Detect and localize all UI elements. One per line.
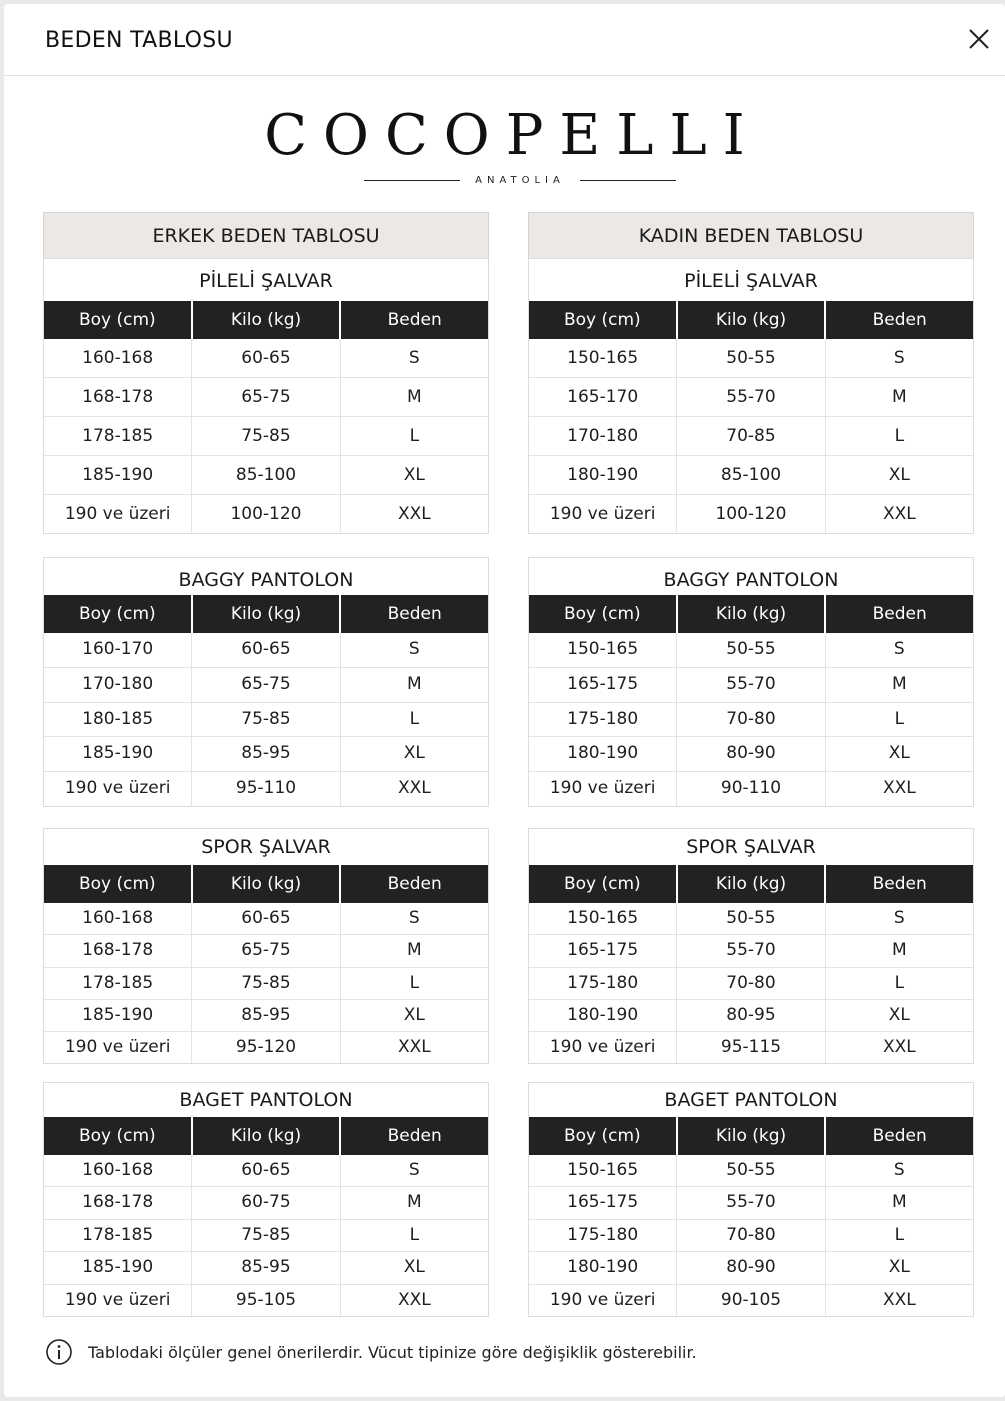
table-cell: L (409, 426, 420, 446)
table-cell: XXL (882, 778, 916, 799)
table-cell: S (893, 639, 905, 659)
table-body (44, 633, 488, 806)
table-cell: XL (888, 1004, 910, 1025)
table-cell: 190 ve üzeri (44, 1032, 192, 1063)
table-cell: 80-95 (677, 1000, 825, 1031)
table-cell: 160-168 (44, 903, 192, 934)
column-header: Kilo (kg) (678, 595, 827, 633)
table-cell: 85-95 (192, 737, 340, 771)
table-row (44, 416, 488, 455)
size-table (528, 1082, 974, 1317)
table-cell: 175-180 (529, 703, 677, 737)
table-row (44, 667, 488, 702)
table-body (44, 339, 488, 533)
table-row (529, 339, 973, 377)
table-cell: 60-65 (192, 339, 340, 377)
table-row (44, 736, 488, 771)
table-row (44, 455, 488, 494)
table-cell: 160-170 (44, 633, 192, 667)
column-header: Kilo (kg) (678, 865, 827, 903)
table-cell: 60-75 (192, 1187, 340, 1218)
table-row (44, 377, 488, 416)
table-cell: 50-55 (677, 633, 825, 667)
table-row (529, 1031, 973, 1063)
size-table (43, 557, 489, 807)
table-row (529, 999, 973, 1031)
table-cell: 55-70 (677, 1187, 825, 1218)
column-header: Boy (cm) (529, 595, 678, 633)
table-cell: 180-185 (44, 703, 192, 737)
table-cell: 185-190 (44, 1252, 192, 1283)
table-title: BAGGY PANTOLON (663, 569, 839, 591)
table-row (44, 494, 488, 533)
table-cell: 190 ve üzeri (44, 1285, 192, 1316)
size-table (43, 828, 489, 1064)
table-cell: 50-55 (677, 1155, 825, 1186)
table-cell: XL (403, 465, 425, 485)
table-cell: 170-180 (44, 668, 192, 702)
table-row (529, 667, 973, 702)
table-row (529, 455, 973, 494)
table-header (529, 595, 973, 633)
table-header (529, 301, 973, 339)
table-cell: 190 ve üzeri (529, 495, 677, 533)
table-row (529, 903, 973, 934)
column-header: Kilo (kg) (678, 1117, 827, 1155)
table-cell: 65-75 (192, 935, 340, 966)
table-row (529, 702, 973, 737)
table-cell: 175-180 (529, 1220, 677, 1251)
column-header: Boy (cm) (529, 1117, 678, 1155)
table-row (44, 771, 488, 806)
table-cell: 55-70 (677, 378, 825, 416)
table-row (44, 1251, 488, 1283)
table-row (529, 633, 973, 667)
table-cell: 168-178 (44, 1187, 192, 1218)
table-cell: 75-85 (192, 1220, 340, 1251)
modal-header (4, 4, 1005, 76)
table-cell: 180-190 (529, 456, 677, 494)
table-cell: S (408, 639, 420, 659)
table-cell: 180-190 (529, 1000, 677, 1031)
size-table (528, 828, 974, 1064)
column-header: Kilo (kg) (193, 1117, 342, 1155)
table-cell: 165-170 (529, 378, 677, 416)
table-row (44, 903, 488, 934)
table-cell: 95-120 (192, 1032, 340, 1063)
table-cell: 95-105 (192, 1285, 340, 1316)
brand-logo (4, 104, 1005, 194)
table-row (44, 1284, 488, 1316)
table-cell: 190 ve üzeri (529, 772, 677, 806)
column-header: Boy (cm) (44, 1117, 193, 1155)
table-body (529, 903, 973, 1063)
table-cell: 85-100 (677, 456, 825, 494)
column-header: Beden (387, 604, 442, 624)
table-cell: 85-95 (192, 1000, 340, 1031)
table-cell: 190 ve üzeri (44, 495, 192, 533)
table-header (44, 1117, 488, 1155)
table-cell: 190 ve üzeri (44, 772, 192, 806)
group-header-men: ERKEK BEDEN TABLOSU (43, 212, 489, 258)
table-row (44, 633, 488, 667)
table-cell: 178-185 (44, 1220, 192, 1251)
table-cell: 178-185 (44, 968, 192, 999)
table-cell: 190 ve üzeri (529, 1285, 677, 1316)
table-cell: 70-80 (677, 703, 825, 737)
table-cell: M (891, 1192, 907, 1213)
column-header: Beden (872, 310, 927, 330)
table-title: BAGGY PANTOLON (178, 569, 354, 591)
brand-subtitle: ANATOLIA (475, 175, 565, 186)
table-cell: 90-105 (677, 1285, 825, 1316)
size-chart-modal (4, 4, 1005, 1397)
table-cell: S (408, 908, 420, 928)
table-cell: 185-190 (44, 737, 192, 771)
table-cell: M (406, 940, 422, 961)
table-cell: XXL (397, 778, 431, 799)
table-row (529, 1284, 973, 1316)
table-title: SPOR ŞALVAR (686, 836, 816, 858)
info-note (45, 1337, 965, 1367)
column-header: Beden (387, 310, 442, 330)
table-cell: 185-190 (44, 1000, 192, 1031)
brand-name: COCOPELLI (264, 103, 761, 168)
table-title: SPOR ŞALVAR (201, 836, 331, 858)
table-cell: 95-115 (677, 1032, 825, 1063)
table-cell: 60-65 (192, 1155, 340, 1186)
table-header (44, 865, 488, 903)
column-header: Boy (cm) (529, 301, 678, 339)
column-header: Beden (387, 874, 442, 894)
table-row (529, 1186, 973, 1218)
column-header: Beden (387, 1126, 442, 1146)
table-body (44, 903, 488, 1063)
table-cell: 55-70 (677, 935, 825, 966)
table-cell: 80-90 (677, 737, 825, 771)
column-header: Kilo (kg) (193, 301, 342, 339)
column-header: Kilo (kg) (678, 301, 827, 339)
table-cell: XL (888, 465, 910, 485)
table-cell: S (408, 348, 420, 368)
table-cell: XL (403, 743, 425, 764)
table-cell: XXL (397, 1037, 431, 1058)
table-cell: XXL (397, 1289, 431, 1310)
table-cell: 168-178 (44, 378, 192, 416)
table-row (44, 1155, 488, 1186)
column-header: Beden (872, 1126, 927, 1146)
table-cell: 175-180 (529, 968, 677, 999)
table-cell: 180-190 (529, 737, 677, 771)
table-cell: 178-185 (44, 417, 192, 455)
table-cell: 80-90 (677, 1252, 825, 1283)
table-row (44, 1186, 488, 1218)
table-row (529, 967, 973, 999)
table-cell: 50-55 (677, 903, 825, 934)
table-cell: 165-175 (529, 935, 677, 966)
size-table (528, 557, 974, 807)
modal-title: BEDEN TABLOSU (45, 28, 233, 53)
table-cell: 185-190 (44, 456, 192, 494)
table-row (529, 1219, 973, 1251)
table-cell: 160-168 (44, 339, 192, 377)
table-cell: 65-75 (192, 668, 340, 702)
table-cell: XXL (882, 1289, 916, 1310)
column-header: Boy (cm) (44, 301, 193, 339)
table-row (44, 1219, 488, 1251)
table-cell: 190 ve üzeri (529, 1032, 677, 1063)
table-cell: 90-110 (677, 772, 825, 806)
divider (580, 180, 676, 181)
table-row (44, 339, 488, 377)
table-cell: 50-55 (677, 339, 825, 377)
table-cell: L (409, 1224, 420, 1245)
table-cell: 55-70 (677, 668, 825, 702)
table-header (529, 865, 973, 903)
table-cell: XXL (397, 504, 431, 524)
table-row (44, 934, 488, 966)
table-cell: 75-85 (192, 417, 340, 455)
table-body (529, 339, 973, 533)
table-cell: 70-80 (677, 968, 825, 999)
table-cell: XXL (882, 1037, 916, 1058)
table-cell: 60-65 (192, 633, 340, 667)
table-cell: XL (888, 743, 910, 764)
table-cell: S (893, 348, 905, 368)
table-cell: 85-95 (192, 1252, 340, 1283)
table-cell: XL (403, 1004, 425, 1025)
table-title: PİLELİ ŞALVAR (684, 270, 818, 292)
table-row (529, 771, 973, 806)
table-cell: 75-85 (192, 968, 340, 999)
table-row (44, 1031, 488, 1063)
table-row (529, 1251, 973, 1283)
table-row (44, 702, 488, 737)
column-header: Beden (872, 604, 927, 624)
table-body (44, 1155, 488, 1316)
table-row (44, 999, 488, 1031)
size-table (43, 1082, 489, 1317)
table-cell: 180-190 (529, 1252, 677, 1283)
table-cell: XL (403, 1257, 425, 1278)
column-header: Boy (cm) (529, 865, 678, 903)
table-cell: 100-120 (677, 495, 825, 533)
table-cell: M (891, 673, 907, 694)
table-row (529, 494, 973, 533)
table-cell: L (894, 708, 905, 729)
table-header (44, 595, 488, 633)
info-icon (45, 1338, 73, 1366)
table-title: BAGET PANTOLON (179, 1089, 353, 1111)
table-cell: 70-80 (677, 1220, 825, 1251)
size-table (43, 258, 489, 534)
column-header: Boy (cm) (44, 865, 193, 903)
table-cell: L (894, 426, 905, 446)
table-cell: 100-120 (192, 495, 340, 533)
table-body (529, 633, 973, 806)
table-cell: L (409, 708, 420, 729)
table-cell: 170-180 (529, 417, 677, 455)
table-cell: 60-65 (192, 903, 340, 934)
table-cell: S (408, 1160, 420, 1180)
column-header: Beden (872, 874, 927, 894)
table-title: PİLELİ ŞALVAR (199, 270, 333, 292)
table-cell: XL (888, 1257, 910, 1278)
table-row (529, 416, 973, 455)
table-cell: XXL (882, 504, 916, 524)
table-row (529, 736, 973, 771)
table-cell: 65-75 (192, 378, 340, 416)
table-cell: 95-110 (192, 772, 340, 806)
table-header (529, 1117, 973, 1155)
size-table (528, 258, 974, 534)
table-cell: 150-165 (529, 339, 677, 377)
table-cell: 70-85 (677, 417, 825, 455)
column-header: Kilo (kg) (193, 865, 342, 903)
table-row (44, 967, 488, 999)
table-cell: L (894, 972, 905, 993)
table-cell: M (891, 387, 907, 407)
brand-subtitle-row (4, 174, 1005, 188)
table-cell: 165-175 (529, 1187, 677, 1218)
table-row (529, 377, 973, 416)
table-cell: 165-175 (529, 668, 677, 702)
table-body (529, 1155, 973, 1316)
table-cell: 75-85 (192, 703, 340, 737)
table-row (529, 934, 973, 966)
column-header: Kilo (kg) (193, 595, 342, 633)
table-cell: 168-178 (44, 935, 192, 966)
table-cell: 150-165 (529, 1155, 677, 1186)
close-button[interactable] (964, 24, 994, 54)
table-cell: 160-168 (44, 1155, 192, 1186)
group-header-women: KADIN BEDEN TABLOSU (528, 212, 974, 258)
table-cell: 150-165 (529, 633, 677, 667)
table-cell: M (891, 940, 907, 961)
table-cell: M (406, 1192, 422, 1213)
table-cell: M (406, 673, 422, 694)
table-cell: S (893, 908, 905, 928)
divider (364, 180, 460, 181)
table-cell: L (409, 972, 420, 993)
table-cell: M (406, 387, 422, 407)
note-text: Tablodaki ölçüler genel önerilerdir. Vücut tipinize göre değişiklik gösterebilir. (88, 1343, 697, 1362)
table-cell: 150-165 (529, 903, 677, 934)
table-cell: S (893, 1160, 905, 1180)
table-row (529, 1155, 973, 1186)
column-header: Boy (cm) (44, 595, 193, 633)
table-cell: 85-100 (192, 456, 340, 494)
table-title: BAGET PANTOLON (664, 1089, 838, 1111)
table-cell: L (894, 1224, 905, 1245)
table-header (44, 301, 488, 339)
close-icon (964, 24, 994, 54)
